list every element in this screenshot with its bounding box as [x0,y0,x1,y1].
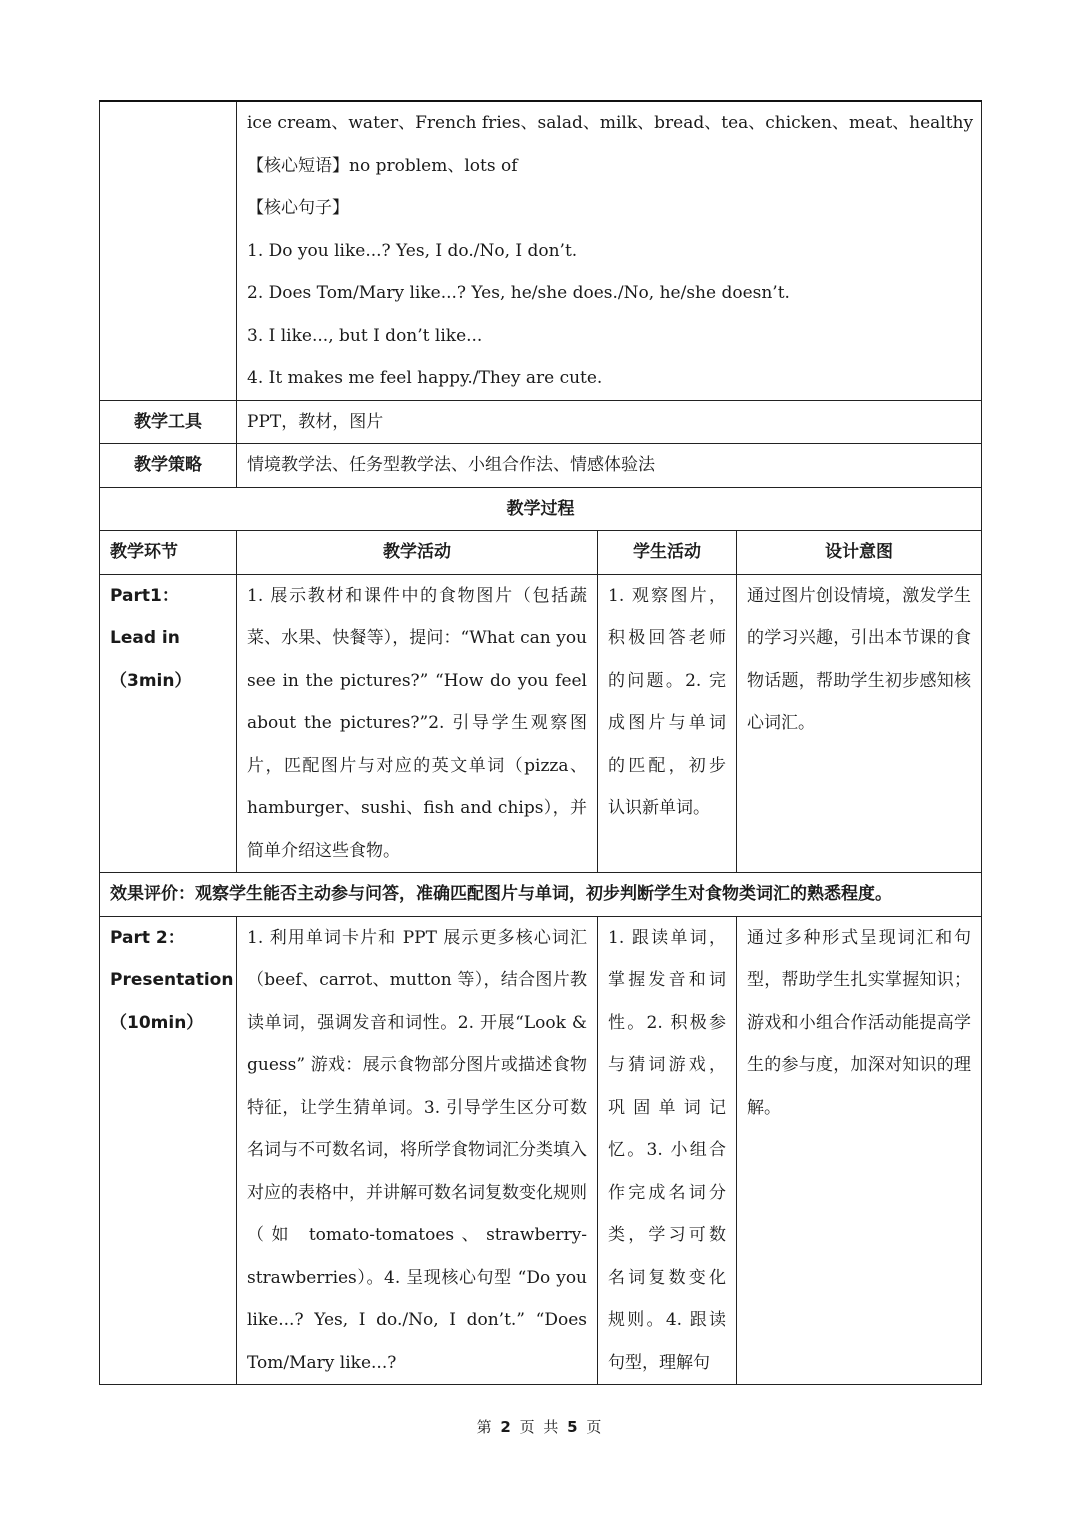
stage-label: Part1： [110,585,179,606]
lesson-plan-table [99,100,982,1385]
strategy-label: 教学策略 [100,444,237,488]
stage-label: Part 2： [110,927,185,948]
vocab-line: ice cream、water、French fries、salad、milk、bread、tea、chicken、meat、healthy [247,113,974,133]
vocab-label-cell [100,101,237,400]
tools-value: PPT，教材，图片 [237,400,982,444]
tools-label: 教学工具 [100,400,237,444]
strategy-value: 情境教学法、任务型教学法、小组合作法、情感体验法 [237,444,982,488]
header-intent: 设计意图 [737,531,982,575]
stage-duration: （10min） [110,1012,204,1033]
part2-design-intent: 通过多种形式呈现词汇和句型，帮助学生扎实掌握知识；游戏和小组合作活动能提高学生的参与度，加深对知识的理解。 [737,916,982,1385]
page-footer [0,1416,1080,1437]
sentence-line: 1. Do you like...? Yes, I do./No, I don’t. [247,240,578,261]
footer-suffix: 页 [586,1418,604,1436]
evaluation-content: 效果评价：观察学生能否主动参与问答，准确匹配图片与单词，初步判断学生对食物类词汇的熟悉程度。 [110,884,892,904]
stage-name: Lead in [110,628,180,648]
footer-total-pages: 5 [567,1418,580,1436]
vocab-row [100,101,982,400]
part1-student-activity: 1. 观察图片，积极回答老师的问题。2. 完成图片与单词的匹配，初步认识新单词。 [598,574,737,873]
part1-design-intent: 通过图片创设情境，激发学生的学习兴趣，引出本节课的食物话题，帮助学生初步感知核心词汇。 [737,574,982,873]
part2-student-activity: 1. 跟读单词，掌握发音和词性。2. 积极参与猜词游戏，巩固单词记忆。3. 小组合作完成名词分类，学习可数名词复数变化规则。4. 跟读句型，理解句 [598,916,737,1385]
stage-duration: （3min） [110,670,192,691]
part2-teacher-activity: 1. 利用单词卡片和 PPT 展示更多核心词汇（beef、carrot、mutton 等），结合图片教读单词，强调发音和词性。2. 开展“Look & guess” 游戏：展示食物部分图片或描述食物特征，让学生猜单词。3. 引导学生区分可数名词与不可数名词，将所学食物词汇分类填入对应的表格中，并讲解可数名词复数变化规则（如 tomato-tomatoes、strawberry-strawberries）。4. 呈现核心句型 “Do you like...? Yes, I do./No, I don’t.” “Does Tom/Mary like...? [237,916,598,1385]
process-title: 教学过程 [100,487,982,531]
strategy-row [100,444,982,488]
part2-stage [100,916,237,1385]
vocab-content-cell [237,101,982,400]
phrase-line: 【核心短语】no problem、lots of [247,155,518,176]
part1-row [100,574,982,873]
evaluation-row [100,873,982,917]
process-title-row [100,487,982,531]
sentence-heading: 【核心句子】 [247,198,349,218]
stage-name: Presentation [110,970,234,990]
part2-row [100,916,982,1385]
sentence-line: 2. Does Tom/Mary like...? Yes, he/she does./No, he/she doesn’t. [247,283,790,303]
header-teacher: 教学活动 [237,531,598,575]
evaluation-text [100,873,982,917]
header-stage: 教学环节 [100,531,237,575]
footer-prefix: 第 [476,1418,494,1436]
header-row [100,531,982,575]
part1-teacher-activity: 1. 展示教材和课件中的食物图片（包括蔬菜、水果、快餐等），提问：“What can you see in the pictures?” “How do you feel about the pictures?”2. 引导学生观察图片，匹配图片与对应的英文单词（pizza、hamburger、sushi、fish and chips），并简单介绍这些食物。 [237,574,598,873]
tools-row [100,400,982,444]
sentence-line: 4. It makes me feel happy./They are cute. [247,368,603,388]
part1-stage [100,574,237,873]
sentence-line: 3. I like..., but I don’t like... [247,325,483,346]
header-student: 学生活动 [598,531,737,575]
footer-mid: 页 共 [519,1418,561,1436]
footer-page-number: 2 [500,1418,513,1436]
